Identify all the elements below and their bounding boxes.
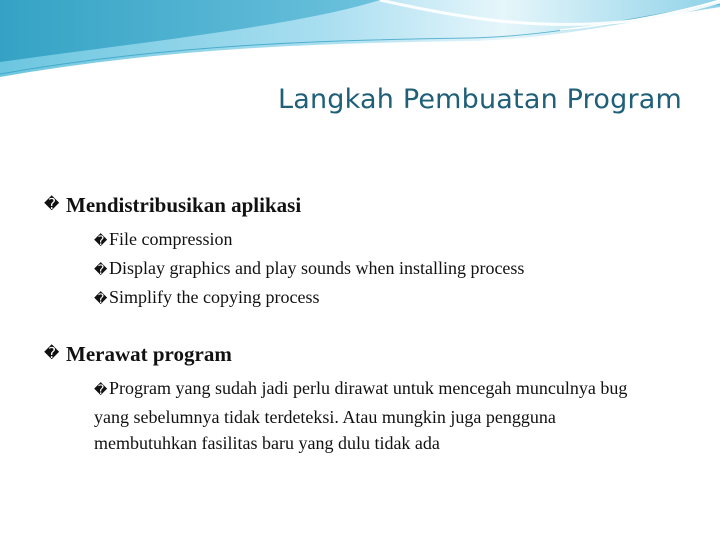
slide-title: Langkah Pembuatan Program bbox=[277, 84, 682, 115]
bullet-icon: � bbox=[94, 383, 108, 398]
slide-body bbox=[44, 190, 684, 456]
list-item-text: Simplify the copying process bbox=[109, 287, 320, 307]
list-item bbox=[94, 375, 654, 456]
section-heading-distribute bbox=[44, 190, 684, 220]
bullet-icon: � bbox=[94, 263, 108, 278]
list-item bbox=[94, 284, 684, 313]
list-item-text: Program yang sudah jadi perlu dirawat untuk mencegah munculnya bug yang sebelumnya tidak terdeteksi. Atau mungkin juga pengguna membutuhkan fasilitas baru yang dulu tidak ada bbox=[94, 378, 628, 453]
list-item bbox=[94, 226, 684, 255]
header-wave-banner bbox=[0, 0, 720, 90]
bullet-icon: � bbox=[44, 344, 60, 362]
bullet-icon: � bbox=[94, 292, 108, 307]
bullet-icon: � bbox=[94, 234, 108, 249]
list-item-text: Display graphics and play sounds when installing process bbox=[109, 258, 525, 278]
section-heading-text: Merawat program bbox=[66, 342, 232, 366]
list-item-text: File compression bbox=[109, 229, 233, 249]
section-heading-text: Mendistribusikan aplikasi bbox=[66, 193, 302, 217]
bullet-icon: � bbox=[44, 195, 60, 213]
section-heading-maintain bbox=[44, 339, 684, 369]
list-item bbox=[94, 255, 684, 284]
